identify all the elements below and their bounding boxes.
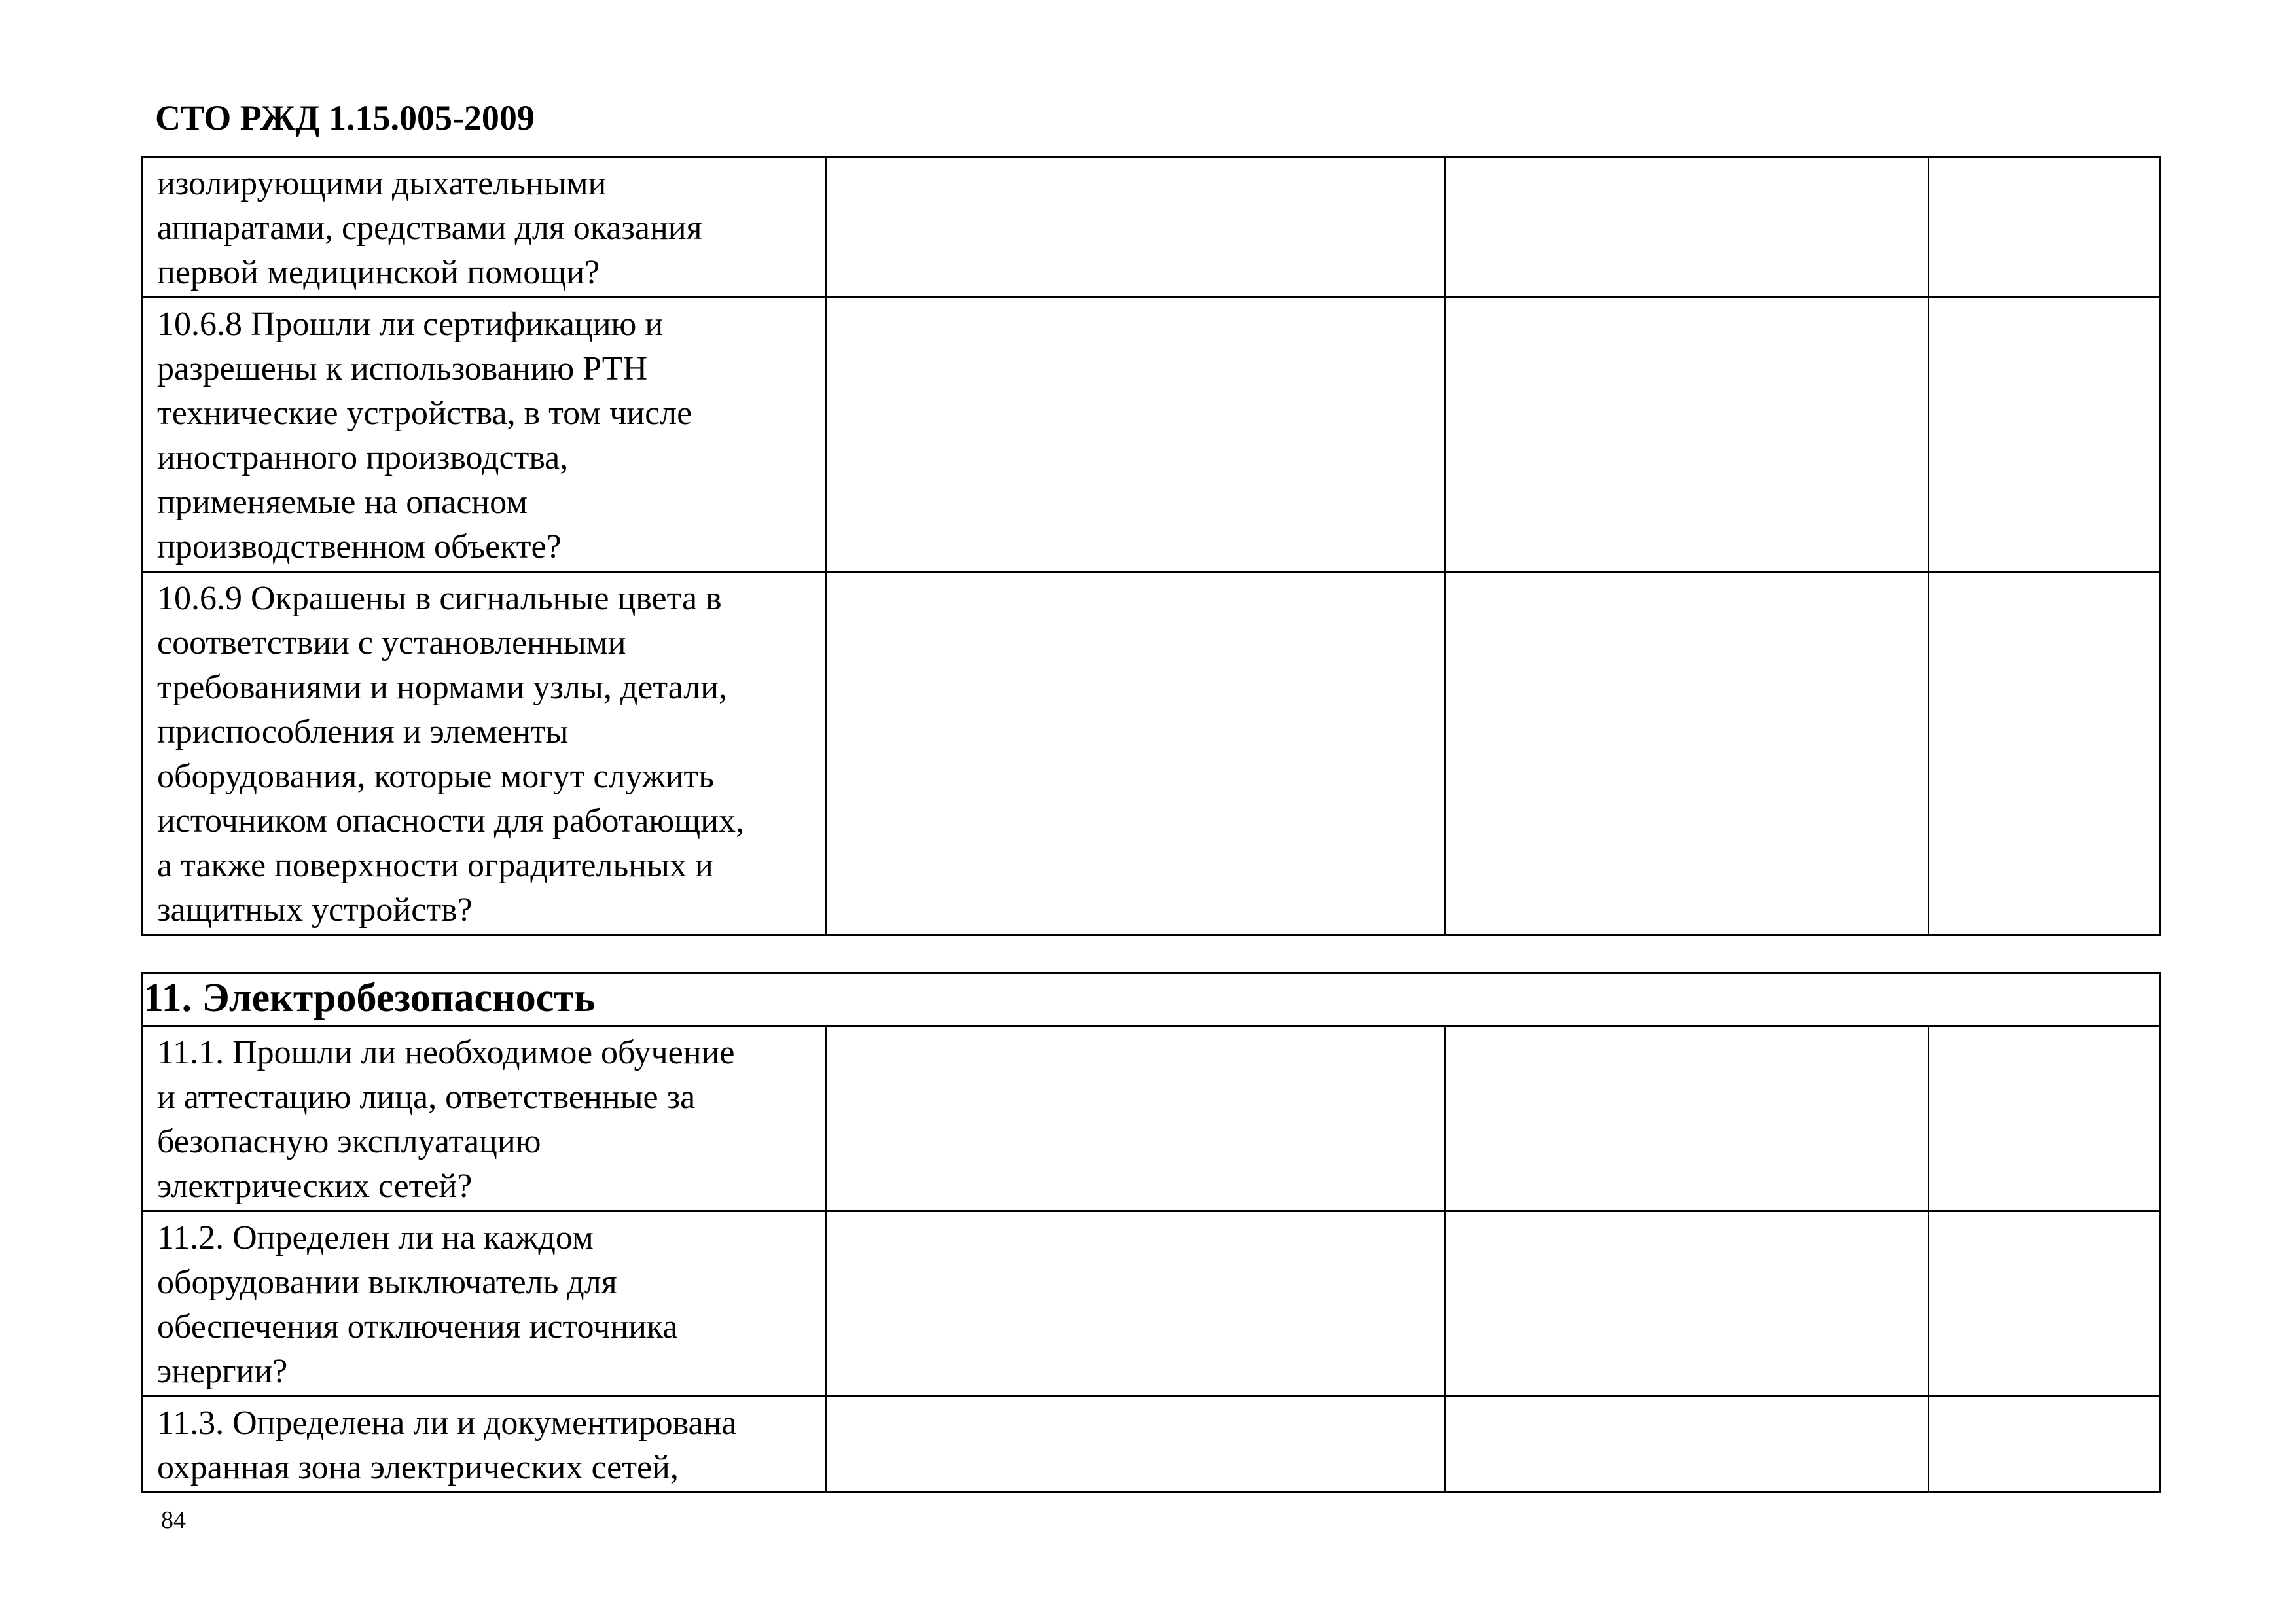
notes-cell <box>1446 1211 1929 1397</box>
section-header-row <box>143 974 2161 1026</box>
table-row <box>143 298 2161 572</box>
checklist-table-continued <box>141 156 2161 936</box>
mark-cell <box>1929 1211 2161 1397</box>
question-cell: 11.1. Прошли ли необходимое обучение и аттестацию лица, ответственные за безопасную эксплуатацию электрических сетей? <box>143 1026 827 1211</box>
question-cell: 10.6.9 Окрашены в сигнальные цвета в соответствии с установленными требованиями и нормами узлы, детали, приспособления и элементы оборудования, которые могут служить источником опасности для работающих, а также поверхности оградительных и защитных устройств? <box>143 572 827 935</box>
question-cell: изолирующими дыхательными аппаратами, средствами для оказания первой медицинской помощи? <box>143 157 827 298</box>
answer-cell <box>827 298 1446 572</box>
answer-cell <box>827 1026 1446 1211</box>
mark-cell <box>1929 572 2161 935</box>
table-row <box>143 572 2161 935</box>
question-cell: 11.3. Определена ли и документирована охранная зона электрических сетей, <box>143 1397 827 1493</box>
notes-cell <box>1446 157 1929 298</box>
table-row <box>143 1211 2161 1397</box>
mark-cell <box>1929 298 2161 572</box>
notes-cell <box>1446 572 1929 935</box>
table-row <box>143 1026 2161 1211</box>
mark-cell <box>1929 1397 2161 1493</box>
document-code-header: СТО РЖД 1.15.005-2009 <box>155 98 535 137</box>
question-cell: 10.6.8 Прошли ли сертификацию и разрешены к использованию РТН технические устройства, в том числе иностранного производства, применяемые на опасном производственном объекте? <box>143 298 827 572</box>
notes-cell <box>1446 298 1929 572</box>
answer-cell <box>827 1211 1446 1397</box>
answer-cell <box>827 572 1446 935</box>
mark-cell <box>1929 1026 2161 1211</box>
notes-cell <box>1446 1026 1929 1211</box>
notes-cell <box>1446 1397 1929 1493</box>
answer-cell <box>827 157 1446 298</box>
section-title: 11. Электробезопасность <box>143 974 2161 1026</box>
table-row <box>143 1397 2161 1493</box>
table-row <box>143 157 2161 298</box>
electrical-safety-table <box>141 972 2161 1493</box>
answer-cell <box>827 1397 1446 1493</box>
mark-cell <box>1929 157 2161 298</box>
question-cell: 11.2. Определен ли на каждом оборудовании выключатель для обеспечения отключения источника энергии? <box>143 1211 827 1397</box>
page-number: 84 <box>161 1507 186 1534</box>
